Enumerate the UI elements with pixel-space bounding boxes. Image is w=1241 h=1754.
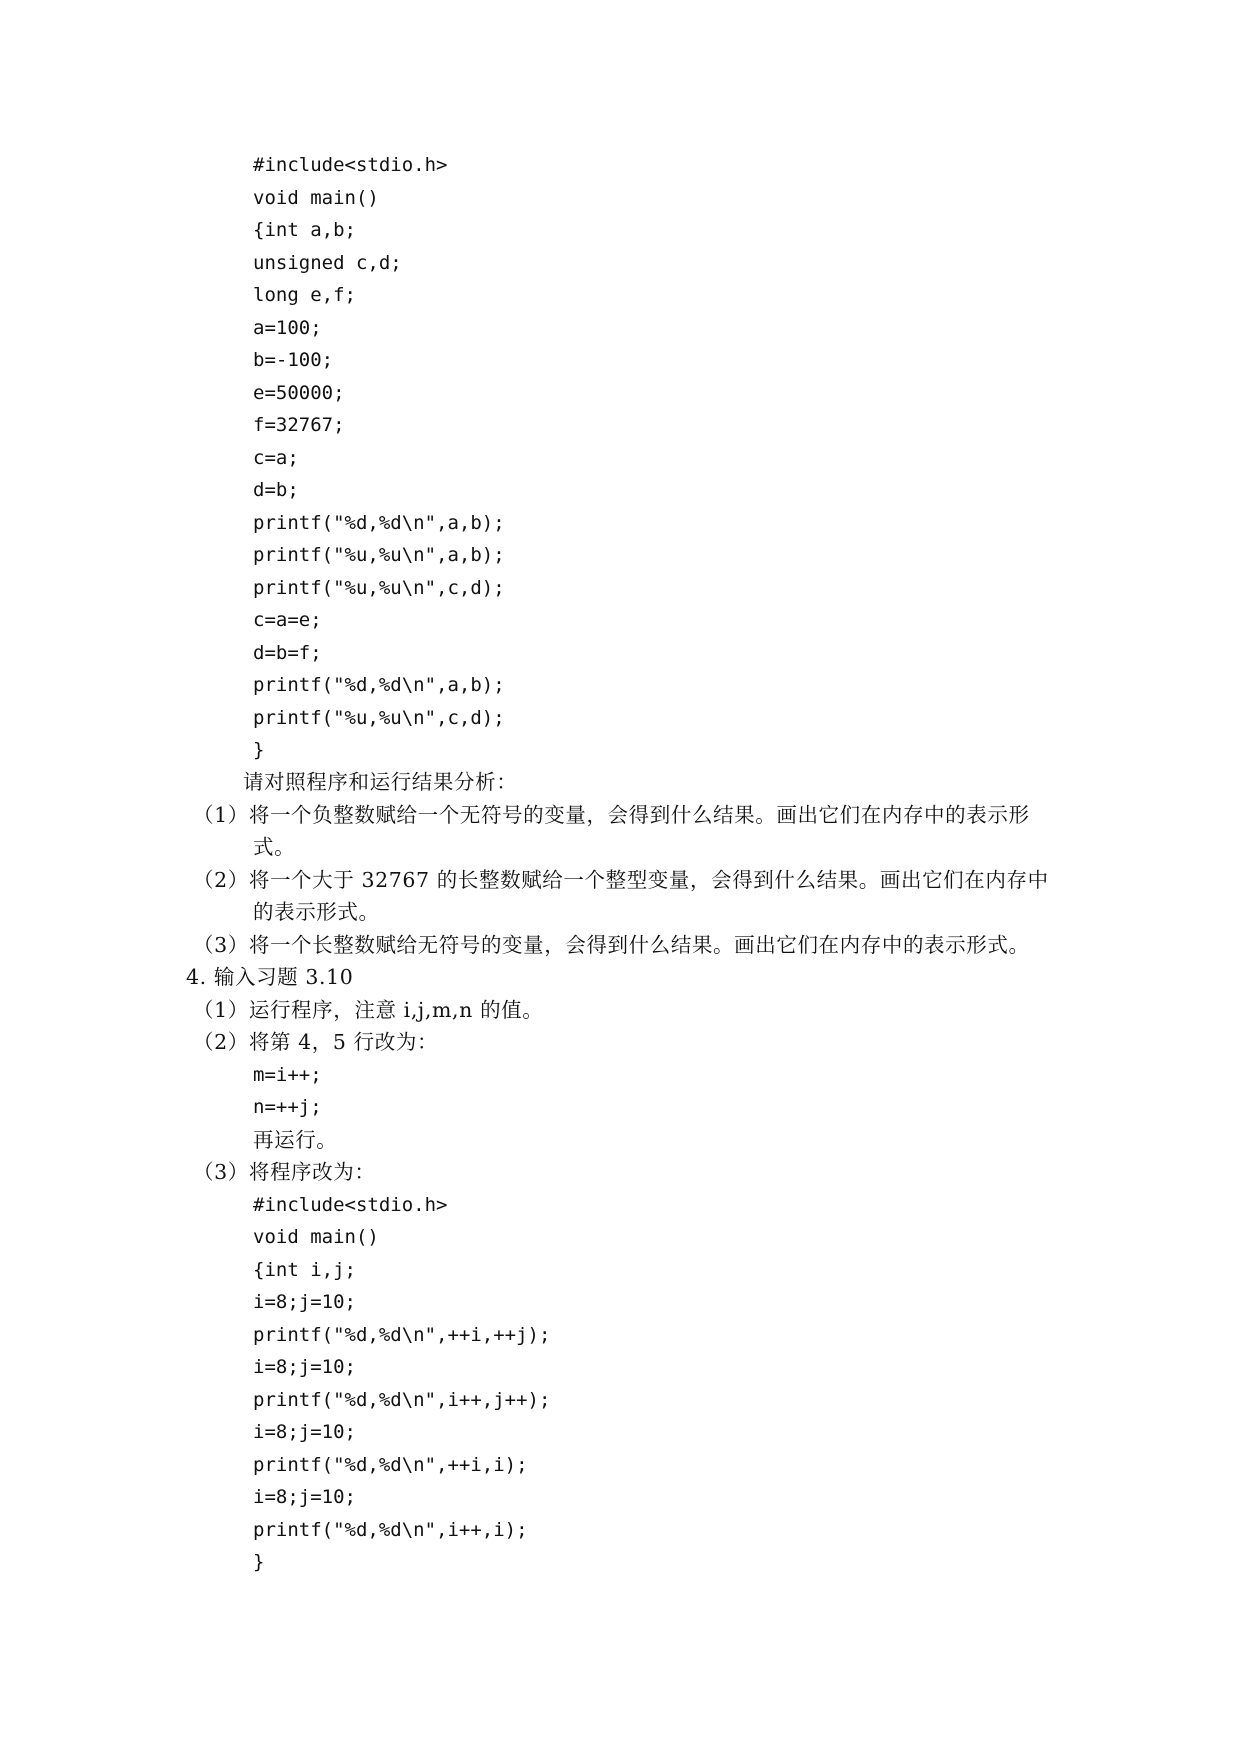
code-line: printf("%d,%d\n",a,b); (253, 674, 505, 696)
code-line: i=8;j=10; (253, 1356, 356, 1378)
code-line: printf("%u,%u\n",c,d); (253, 707, 505, 729)
code-line: b=-100; (253, 349, 334, 371)
code-line: m=i++; (253, 1064, 322, 1086)
step-3: （3）将程序改为： (193, 1160, 376, 1184)
code-line: unsigned c,d; (253, 252, 402, 274)
code-line: d=b=f; (253, 642, 322, 664)
code-line: i=8;j=10; (253, 1291, 356, 1313)
question-1: （1）将一个负整数赋给一个无符号的变量，会得到什么结果。画出它们在内存中的表示形 (193, 803, 1030, 827)
code-line: } (253, 1551, 265, 1573)
code-line: } (253, 739, 265, 761)
code-line: printf("%d,%d\n",i++,i); (253, 1519, 528, 1541)
code-line: void main() (253, 1226, 379, 1248)
code-line: i=8;j=10; (253, 1486, 356, 1508)
code-line: printf("%u,%u\n",c,d); (253, 577, 505, 599)
code-line: {int i,j; (253, 1259, 356, 1281)
code-line: {int a,b; (253, 219, 356, 241)
section-heading: 4. 输入习题 3.10 (186, 965, 354, 989)
code-line: c=a=e; (253, 609, 322, 631)
step-2-after: 再运行。 (253, 1128, 338, 1152)
code-line: long e,f; (253, 284, 356, 306)
code-line: #include<stdio.h> (253, 1194, 448, 1216)
code-line: #include<stdio.h> (253, 154, 448, 176)
code-line: printf("%d,%d\n",a,b); (253, 512, 505, 534)
question-3: （3）将一个长整数赋给无符号的变量，会得到什么结果。画出它们在内存中的表示形式。 (193, 933, 1030, 957)
code-line: d=b; (253, 479, 299, 501)
code-line: c=a; (253, 447, 299, 469)
question-2-cont: 的表示形式。 (253, 900, 380, 924)
code-line: n=++j; (253, 1096, 322, 1118)
code-line: f=32767; (253, 414, 345, 436)
code-line: e=50000; (253, 382, 345, 404)
step-2: （2）将第 4，5 行改为： (193, 1030, 439, 1054)
code-line: i=8;j=10; (253, 1421, 356, 1443)
code-line: printf("%u,%u\n",a,b); (253, 544, 505, 566)
analysis-intro: 请对照程序和运行结果分析： (243, 770, 518, 794)
code-line: printf("%d,%d\n",++i,++j); (253, 1324, 551, 1346)
code-line: a=100; (253, 317, 322, 339)
code-line: printf("%d,%d\n",i++,j++); (253, 1389, 551, 1411)
question-1-cont: 式。 (253, 835, 296, 859)
code-line: void main() (253, 187, 379, 209)
step-1: （1）运行程序，注意 i,j,m,n 的值。 (193, 998, 544, 1022)
question-2: （2）将一个大于 32767 的长整数赋给一个整型变量，会得到什么结果。画出它们在内存中 (193, 868, 1049, 892)
code-line: printf("%d,%d\n",++i,i); (253, 1454, 528, 1476)
